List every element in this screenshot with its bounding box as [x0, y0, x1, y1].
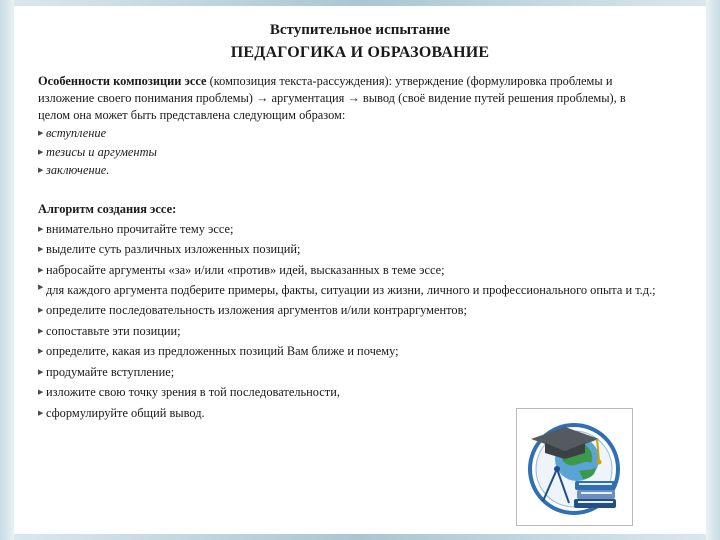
intro-paragraph	[38, 73, 660, 124]
triangle-right-icon: ▶	[38, 388, 44, 396]
frame-right	[706, 0, 720, 540]
frame-bottom	[0, 534, 720, 540]
composition-list	[38, 124, 660, 180]
frame-top	[0, 0, 720, 6]
triangle-right-icon: ▶	[38, 166, 44, 174]
education-emblem-icon	[517, 409, 632, 525]
list-item: ▶ тезисы и аргументы	[38, 143, 660, 162]
content-area	[38, 73, 660, 423]
triangle-right-icon: ▶	[38, 224, 44, 233]
frame-left	[0, 0, 14, 540]
list-item: ▶ набросайте аргументы «за» и/или «против» идей, высказанных в теме эссе;	[38, 260, 660, 281]
list-item: ▶ внимательно прочитайте тему эссе;	[38, 219, 660, 240]
algorithm-list	[38, 219, 660, 424]
algorithm-heading: Алгоритм создания эссе:	[38, 201, 177, 216]
intro-bold: Особенности композиции эссе	[38, 74, 207, 88]
triangle-right-icon: ▶	[38, 129, 44, 137]
triangle-right-icon: ▶	[38, 326, 44, 335]
list-item: ▶ определите, какая из предложенных позиций Вам ближе и почему;	[38, 341, 660, 362]
list-item: ▶ сопоставьте эти позиции;	[38, 321, 660, 342]
triangle-right-icon: ▶	[38, 283, 44, 291]
list-item: ▶ сформулируйте общий вывод.	[38, 403, 660, 424]
list-item: ▶ выделите суть различных изложенных позиций;	[38, 239, 660, 260]
triangle-right-icon: ▶	[38, 147, 44, 156]
list-item: ▶ определите последовательность изложения аргументов и/или контраргументов;	[38, 300, 660, 321]
triangle-right-icon: ▶	[38, 367, 44, 376]
list-item: ▶ вступление	[38, 124, 660, 143]
triangle-right-icon: ▶	[38, 265, 44, 274]
list-item: ▶ для каждого аргумента подберите примеры, факты, ситуации из жизни, личного и профессионального опыта и т.д.;	[38, 280, 660, 300]
triangle-right-icon: ▶	[38, 408, 44, 417]
triangle-right-icon: ▶	[38, 347, 44, 355]
page-title-line2: ПЕДАГОГИКА И ОБРАЗОВАНИЕ	[230, 44, 490, 61]
list-item: ▶ продумайте вступление;	[38, 362, 660, 383]
triangle-right-icon: ▶	[38, 245, 44, 253]
page-title-line1: Вступительное испытание	[269, 22, 451, 38]
intro-text: (композиция текста-рассуждения): утверждение (формулировка проблемы и изложение своего понимания проблемы) → аргументация → вывод (своё видение путей решения проблемы), в целом она может быть представлена следующим образом:	[38, 74, 626, 122]
list-item: ▶ заключение.	[38, 161, 660, 180]
education-emblem	[516, 408, 633, 526]
spacer	[38, 180, 660, 201]
list-item: ▶ изложите свою точку зрения в той последовательности,	[38, 382, 660, 403]
triangle-right-icon: ▶	[38, 306, 44, 314]
